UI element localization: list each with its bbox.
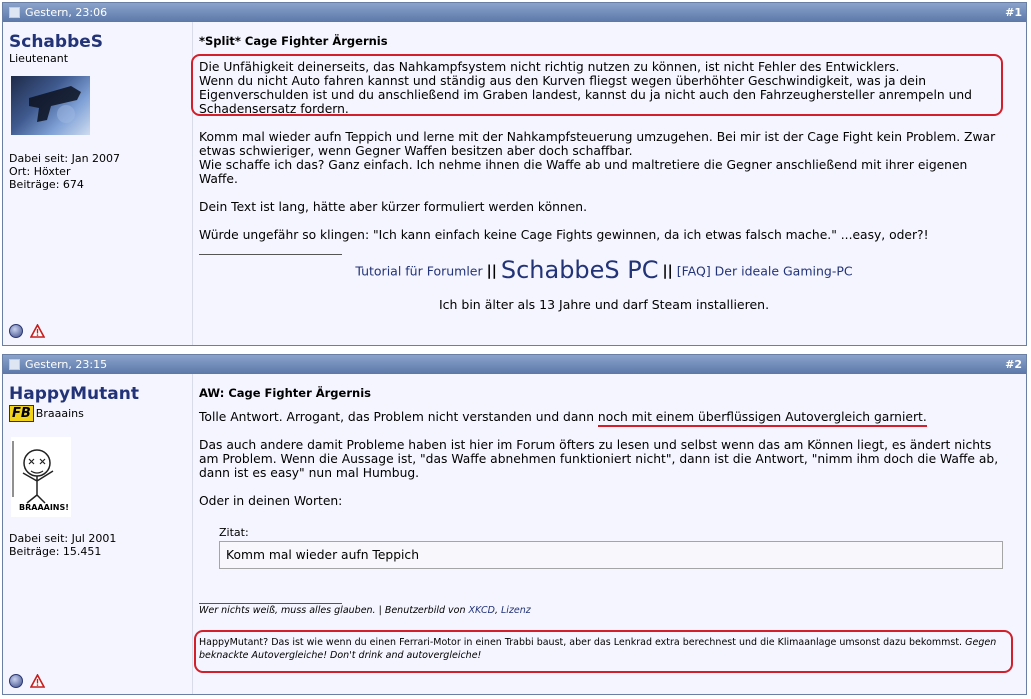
user-title: Lieutenant — [9, 52, 69, 65]
lizenz-link[interactable]: Lizenz — [501, 605, 531, 616]
post-paragraph: Dein Text ist lang, hätte aber kürzer formuliert werden können. — [199, 200, 587, 214]
quote-label: Zitat: — [219, 526, 249, 539]
signature-italic: Gegen beknackte Autovergleiche! Don't drink and autovergleiche! — [199, 637, 997, 661]
document-icon — [9, 359, 20, 370]
signature — [199, 605, 531, 616]
signature-line: Ich bin älter als 13 Jahre und darf Steam installieren. — [438, 297, 770, 312]
report-warning-icon[interactable] — [30, 324, 44, 338]
xkcd-link[interactable]: XKCD — [468, 605, 495, 616]
signature-divider — [199, 254, 342, 255]
user-joined: Dabei seit: Jul 2001 — [9, 532, 117, 545]
avatar — [11, 76, 90, 135]
signature-2 — [199, 636, 1004, 662]
post-content — [192, 374, 1026, 694]
post-icons — [9, 324, 44, 338]
user-title: Braaains — [35, 407, 84, 420]
user-location: Ort: Höxter — [9, 165, 71, 178]
post-icons — [9, 674, 44, 688]
post-1 — [2, 2, 1027, 346]
user-info — [9, 152, 120, 191]
signature-link-faq[interactable]: [FAQ] Der ideale Gaming-PC — [676, 263, 853, 279]
post-text: Tolle Antwort. Arrogant, das Problem nicht verstanden und dann — [199, 410, 598, 424]
signature-text: Wer nichts weiß, muss alles glauben. | Benutzerbild von — [199, 605, 469, 616]
user-title-row — [9, 405, 84, 422]
post-content — [192, 22, 1026, 345]
post-date: Gestern, 23:15 — [25, 358, 108, 371]
underlined-text: noch mit einem überflüssigen Autovergleich garniert. — [598, 410, 927, 427]
post-header — [3, 3, 1026, 22]
post-number-link[interactable]: #2 — [1005, 358, 1022, 371]
post-paragraph: Würde ungefähr so klingen: "Ich kann einfach keine Cage Fights gewinnen, da ich etwas falsch mache." ...easy, oder?! — [199, 228, 929, 242]
signature-divider — [199, 603, 342, 604]
online-status-icon[interactable] — [9, 324, 23, 338]
user-sidebar — [3, 374, 190, 694]
signature-separator: || — [486, 263, 497, 280]
username-link[interactable]: HappyMutant — [9, 384, 139, 404]
post-paragraph: Wie schaffe ich das? Ganz einfach. Ich nehme ihnen die Waffe ab und maltretiere die Gegner anschließend mit ihrer eigenen Waffe. — [199, 158, 968, 186]
document-icon — [9, 7, 20, 18]
user-joined: Dabei seit: Jan 2007 — [9, 152, 121, 165]
signature-link-tutorial[interactable]: Tutorial für Forumler — [355, 263, 483, 279]
fb-badge-icon: FB — [9, 405, 34, 422]
username-link[interactable]: SchabbeS — [9, 32, 104, 52]
signature-link-pc[interactable]: SchabbeS PC — [500, 256, 659, 284]
post-number-link[interactable]: #1 — [1005, 6, 1022, 19]
post-text-block-2 — [199, 130, 1009, 186]
user-post-count: Beiträge: 15.451 — [9, 545, 102, 558]
post-title: *Split* Cage Fighter Ärgernis — [199, 34, 388, 48]
avatar — [11, 437, 71, 517]
user-sidebar — [3, 22, 190, 345]
post-title: AW: Cage Fighter Ärgernis — [199, 386, 371, 400]
post-paragraph — [199, 410, 1009, 424]
user-info — [9, 532, 116, 558]
post-date: Gestern, 23:06 — [25, 6, 108, 19]
post-paragraph: Die Unfähigkeit deinerseits, das Nahkampfsystem nicht richtig nutzen zu können, ist nicht Fehler des Entwicklers. — [199, 60, 900, 74]
post-paragraph: Komm mal wieder aufn Teppich und lerne mit der Nahkampfsteuerung umzugehen. Bei mir ist der Cage Fight kein Problem. Zwar etwas schwieriger, wenn Gegner Waffen besitzen aber doch schaffbar. — [199, 130, 996, 158]
post-paragraph: Wenn du nicht Auto fahren kannst und ständig aus den Kurven fliegst wegen überhöhter Geschwindigkeit, was ja dein Eigenverschulden ist und du anschließend im Graben landest, kannst du ja nicht auch den Fahrzeughersteller anrempeln und Schadensersatz fordern. — [199, 74, 972, 116]
signature-text: HappyMutant? Das ist wie wenn du einen Ferrari-Motor in einen Trabbi baust, aber das Lenkrad extra berechnest und die Klimaanlage umsonst dazu bekommst. — [199, 637, 966, 648]
online-status-icon[interactable] — [9, 674, 23, 688]
avatar-caption: BRAAAINS! — [19, 503, 69, 512]
report-warning-icon[interactable] — [30, 674, 44, 688]
signature-separator: || — [662, 263, 673, 280]
post-text-block-1 — [199, 60, 1009, 116]
user-post-count: Beiträge: 674 — [9, 178, 84, 191]
signature — [199, 258, 1009, 286]
post-2 — [2, 354, 1027, 695]
signature-comma: , — [494, 605, 502, 616]
post-paragraph: Das auch andere damit Probleme haben ist hier im Forum öfters zu lesen und selbst wenn das am Können liegt, es ändert nichts am Problem. Wenn die Aussage ist, "das Waffe abnehmen funktioniert nicht", dann ist die Antwort, "nimm ihm doch die Waffe ab, dann ist es easy" nun mal Humbug. — [199, 438, 999, 480]
post-paragraph: Oder in deinen Worten: — [199, 494, 343, 508]
post-header — [3, 355, 1026, 374]
quote-box: Komm mal wieder aufn Teppich — [219, 541, 1003, 569]
